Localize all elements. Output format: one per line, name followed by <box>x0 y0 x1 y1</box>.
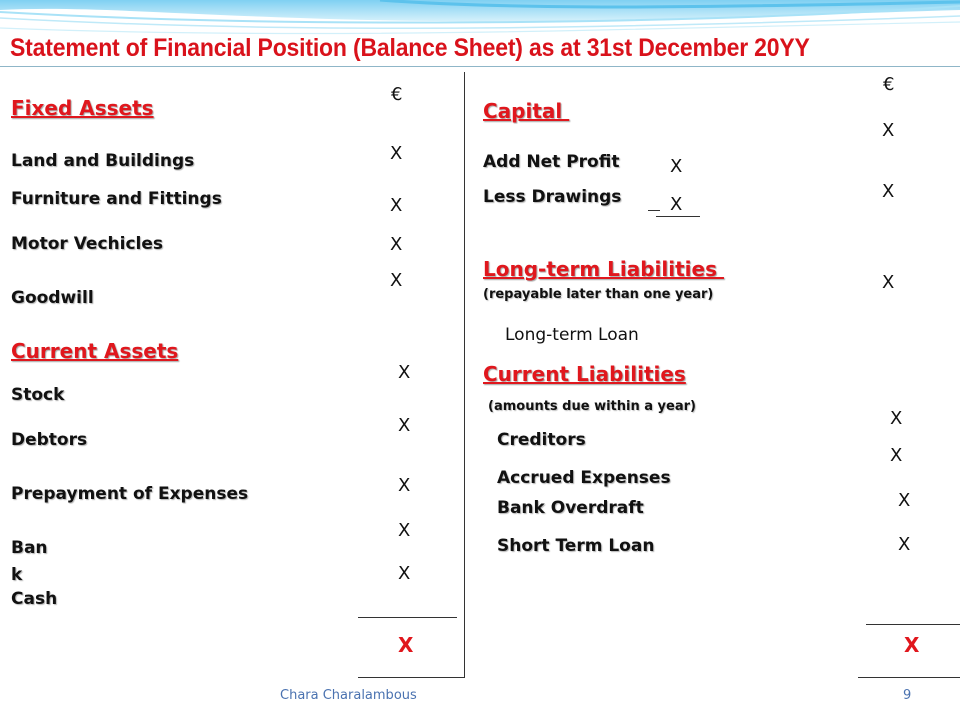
current-liability-label-overdraft: Bank Overdraft <box>497 498 644 518</box>
left-currency-symbol: € <box>391 84 403 105</box>
fixed-asset-label-land: Land and Buildings <box>11 151 195 171</box>
current-asset-value-debtors: X <box>398 415 411 436</box>
right-currency-symbol: € <box>883 74 895 95</box>
fixed-asset-value-motor: X <box>390 234 403 255</box>
left-column-rule <box>464 72 465 677</box>
current-liability-label-short-term-loan: Short Term Loan <box>497 536 655 556</box>
current-liability-value-overdraft: X <box>898 490 911 511</box>
right-grand-total: X <box>904 633 920 657</box>
right-total-rule <box>866 624 960 625</box>
drawings-rule-underline <box>656 216 700 217</box>
fixed-asset-value-furniture: X <box>390 195 403 216</box>
current-liability-value-short-term-loan: X <box>898 534 911 555</box>
footer-page-number: 9 <box>903 688 912 703</box>
current-asset-label-bank-part1: Ban <box>11 538 48 558</box>
current-asset-label-cash: Cash <box>11 589 58 609</box>
current-asset-label-bank-part2: k <box>11 565 23 585</box>
current-liability-label-creditors: Creditors <box>497 430 586 450</box>
current-asset-value-stock: X <box>398 362 411 383</box>
long-term-liabilities-value: X <box>882 272 895 293</box>
right-bottom-rule <box>858 677 960 678</box>
left-bottom-rule <box>358 677 465 678</box>
capital-heading: Capital <box>483 99 570 123</box>
current-asset-label-prepayment: Prepayment of Expenses <box>11 484 249 504</box>
left-grand-total: X <box>398 633 414 657</box>
current-liability-value-accrued: X <box>890 445 903 466</box>
fixed-asset-label-goodwill: Goodwill <box>11 288 94 308</box>
capital-net-value: X <box>882 181 895 202</box>
left-total-rule <box>358 617 457 618</box>
long-term-loan-label: Long-term Loan <box>505 325 639 345</box>
current-liabilities-heading: Current Liabilities <box>483 362 686 386</box>
add-net-profit-label: Add Net Profit <box>483 152 620 172</box>
long-term-liabilities-subtitle: (repayable later than one year) <box>483 287 714 302</box>
current-liabilities-subtitle: (amounts due within a year) <box>488 399 696 414</box>
fixed-asset-label-motor: Motor Vechicles <box>11 234 164 254</box>
less-drawings-label: Less Drawings <box>483 187 622 207</box>
current-asset-label-stock: Stock <box>11 385 65 405</box>
less-drawings-value: X <box>670 194 683 215</box>
fixed-assets-heading: Fixed Assets <box>11 96 154 120</box>
title-underline <box>0 66 960 67</box>
current-asset-value-prepayment: X <box>398 475 411 496</box>
current-asset-value-bank: X <box>398 520 411 541</box>
page-title: Statement of Financial Position (Balance Sheet) as at 31st December 20YY <box>10 34 810 62</box>
current-asset-value-cash: X <box>398 563 411 584</box>
drawings-rule-short <box>648 210 660 211</box>
fixed-asset-label-furniture: Furniture and Fittings <box>11 189 222 209</box>
long-term-liabilities-heading: Long-term Liabilities <box>483 257 724 281</box>
capital-value: X <box>882 120 895 141</box>
add-net-profit-value: X <box>670 156 683 177</box>
fixed-asset-value-goodwill: X <box>390 270 403 291</box>
current-liability-value-creditors: X <box>890 408 903 429</box>
current-asset-label-debtors: Debtors <box>11 430 88 450</box>
current-liability-label-accrued: Accrued Expenses <box>497 468 671 488</box>
current-assets-heading: Current Assets <box>11 339 179 363</box>
fixed-asset-value-land: X <box>390 143 403 164</box>
footer-author: Chara Charalambous <box>280 688 417 703</box>
